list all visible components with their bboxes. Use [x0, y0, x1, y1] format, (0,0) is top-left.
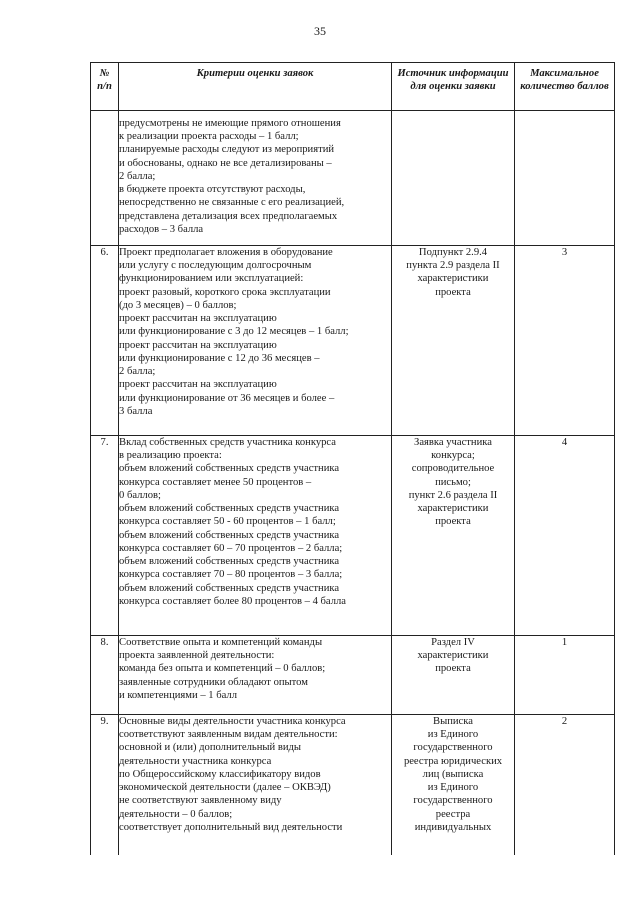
criteria-line: проект разовый, короткого срока эксплуатации [119, 286, 331, 298]
criteria-line: основной и (или) дополнительный виды [119, 742, 302, 754]
source-line: проекта [435, 516, 471, 528]
header-source: Источник информации для оценки заявки [392, 63, 515, 111]
criteria-line: Соответствие опыта и компетенций команды [119, 637, 323, 648]
source-line: Выписка [433, 716, 473, 727]
source-line: из Единого [427, 729, 479, 741]
max-score-cell: 4 [515, 436, 615, 636]
criteria-line: соответствует дополнительный вид деятельности [119, 821, 343, 833]
source-line: пункта 2.9 раздела II [406, 260, 500, 272]
criteria-line: 0 баллов; [119, 489, 161, 501]
source-line: реестра [435, 808, 471, 820]
source-line: из Единого [427, 782, 479, 794]
criteria-line: объем вложений собственных средств участника [119, 463, 340, 475]
criteria-cell [119, 246, 392, 436]
source-line: пункт 2.6 раздела II [408, 489, 498, 501]
criteria-line: деятельности – 0 баллов; [119, 808, 233, 820]
criteria-line: в бюджете проекта отсутствуют расходы, [119, 184, 306, 196]
table-row [91, 111, 615, 246]
max-score-cell: 1 [515, 636, 615, 715]
table-header-row [91, 63, 615, 111]
criteria-line: объем вложений собственных средств участника [119, 529, 340, 541]
criteria-line: проекта заявленной деятельности: [119, 650, 275, 662]
criteria-line: непосредственно не связанные с его реализацией, [119, 197, 345, 209]
criteria-line: 2 балла; [119, 170, 156, 182]
criteria-line: соответствуют заявленным видам деятельности: [119, 729, 338, 741]
source-line: Раздел IV [431, 637, 475, 648]
max-score-cell: 2 [515, 715, 615, 855]
criteria-cell [119, 715, 392, 855]
table-row [91, 246, 615, 436]
source-line: лиц (выписка [422, 768, 484, 780]
criteria-line: 2 балла; [119, 366, 156, 378]
criteria-line: конкурса составляет 50 - 60 процентов – 1 балл; [119, 516, 336, 528]
table-body [91, 111, 615, 855]
criteria-cell [119, 436, 392, 636]
table-row [91, 636, 615, 715]
source-line: характеристики [417, 503, 489, 515]
source-line: Подпункт 2.9.4 [418, 247, 488, 258]
row-number: 6. [91, 246, 119, 436]
criteria-line: конкурса составляет 70 – 80 процентов – 3 балла; [119, 569, 343, 581]
criteria-line: или функционирование с 3 до 12 месяцев – 1 балл; [119, 326, 349, 338]
source-line: проекта [435, 663, 471, 675]
source-line: индивидуальных [414, 821, 492, 833]
source-line: конкурса; [431, 450, 475, 462]
row-number: 7. [91, 436, 119, 636]
source-line: характеристики [417, 273, 489, 285]
source-cell [392, 715, 515, 855]
criteria-line: Проект предполагает вложения в оборудование [119, 247, 333, 258]
criteria-line: конкурса составляет более 80 процентов – 4 балла [119, 595, 346, 607]
source-cell [392, 111, 515, 246]
criteria-line: и обоснованы, однако не все детализированы – [119, 157, 332, 169]
criteria-line: команда без опыта и компетенций – 0 баллов; [119, 663, 326, 675]
source-line: сопроводительное [411, 463, 495, 475]
criteria-line: к реализации проекта расходы – 1 балл; [119, 131, 299, 143]
criteria-cell [119, 636, 392, 715]
criteria-line: 3 балла [119, 405, 153, 417]
source-cell [392, 246, 515, 436]
criteria-cell [119, 111, 392, 246]
criteria-line: Вклад собственных средств участника конкурса [119, 437, 336, 448]
criteria-line: экономической деятельности (далее – ОКВЭД) [119, 782, 331, 794]
header-num: № п/п [91, 63, 119, 111]
criteria-line: проект рассчитан на эксплуатацию [119, 313, 277, 325]
criteria-line: или услугу с последующим долгосрочным [119, 260, 312, 272]
criteria-line: или функционирование от 36 месяцев и более – [119, 392, 335, 404]
criteria-line: или функционирование с 12 до 36 месяцев – [119, 352, 320, 364]
criteria-table [90, 62, 615, 855]
header-criteria: Критерии оценки заявок [119, 63, 392, 111]
criteria-line: планируемые расходы следуют из мероприятий [119, 144, 335, 156]
criteria-line: (до 3 месяцев) – 0 баллов; [119, 299, 237, 311]
source-line: письмо; [435, 476, 471, 488]
criteria-line: конкурса составляет 60 – 70 процентов – 2 балла; [119, 542, 343, 554]
criteria-line: представлена детализация всех предполагаемых [119, 210, 338, 222]
table-row [91, 436, 615, 636]
source-cell [392, 636, 515, 715]
criteria-line: объем вложений собственных средств участника [119, 503, 340, 515]
source-line: государственного [413, 742, 493, 754]
max-score-cell: 3 [515, 246, 615, 436]
criteria-line: проект рассчитан на эксплуатацию [119, 379, 277, 391]
criteria-line: и компетенциями – 1 балл [119, 689, 237, 701]
source-line: проекта [435, 286, 471, 298]
criteria-line: расходов – 3 балла [119, 223, 204, 235]
criteria-line: по Общероссийскому классификатору видов [119, 768, 321, 780]
criteria-line: проект рассчитан на эксплуатацию [119, 339, 277, 351]
criteria-line: функционированием или эксплуатацией: [119, 273, 304, 285]
row-number: 8. [91, 636, 119, 715]
source-line: реестра юридических [403, 755, 503, 767]
table-row [91, 715, 615, 855]
source-line: характеристики [417, 650, 489, 662]
criteria-line: предусмотрены не имеющие прямого отношения [119, 118, 341, 129]
criteria-line: не соответствуют заявленному виду [119, 795, 282, 807]
criteria-line: деятельности участника конкурса [119, 755, 272, 767]
criteria-line: конкурса составляет менее 50 процентов – [119, 476, 312, 488]
criteria-line: заявленные сотрудники обладают опытом [119, 676, 308, 688]
source-line: государственного [413, 795, 493, 807]
criteria-line: Основные виды деятельности участника конкурса [119, 716, 346, 727]
criteria-line: объем вложений собственных средств участника [119, 556, 340, 568]
row-number: 9. [91, 715, 119, 855]
source-line: Заявка участника [414, 437, 492, 448]
max-score-cell [515, 111, 615, 246]
source-cell [392, 436, 515, 636]
criteria-line: объем вложений собственных средств участника [119, 582, 340, 594]
page-number: 35 [314, 24, 326, 38]
criteria-line: в реализацию проекта: [119, 450, 222, 462]
header-max: Максимальное количество баллов [515, 63, 615, 111]
row-number [91, 111, 119, 246]
